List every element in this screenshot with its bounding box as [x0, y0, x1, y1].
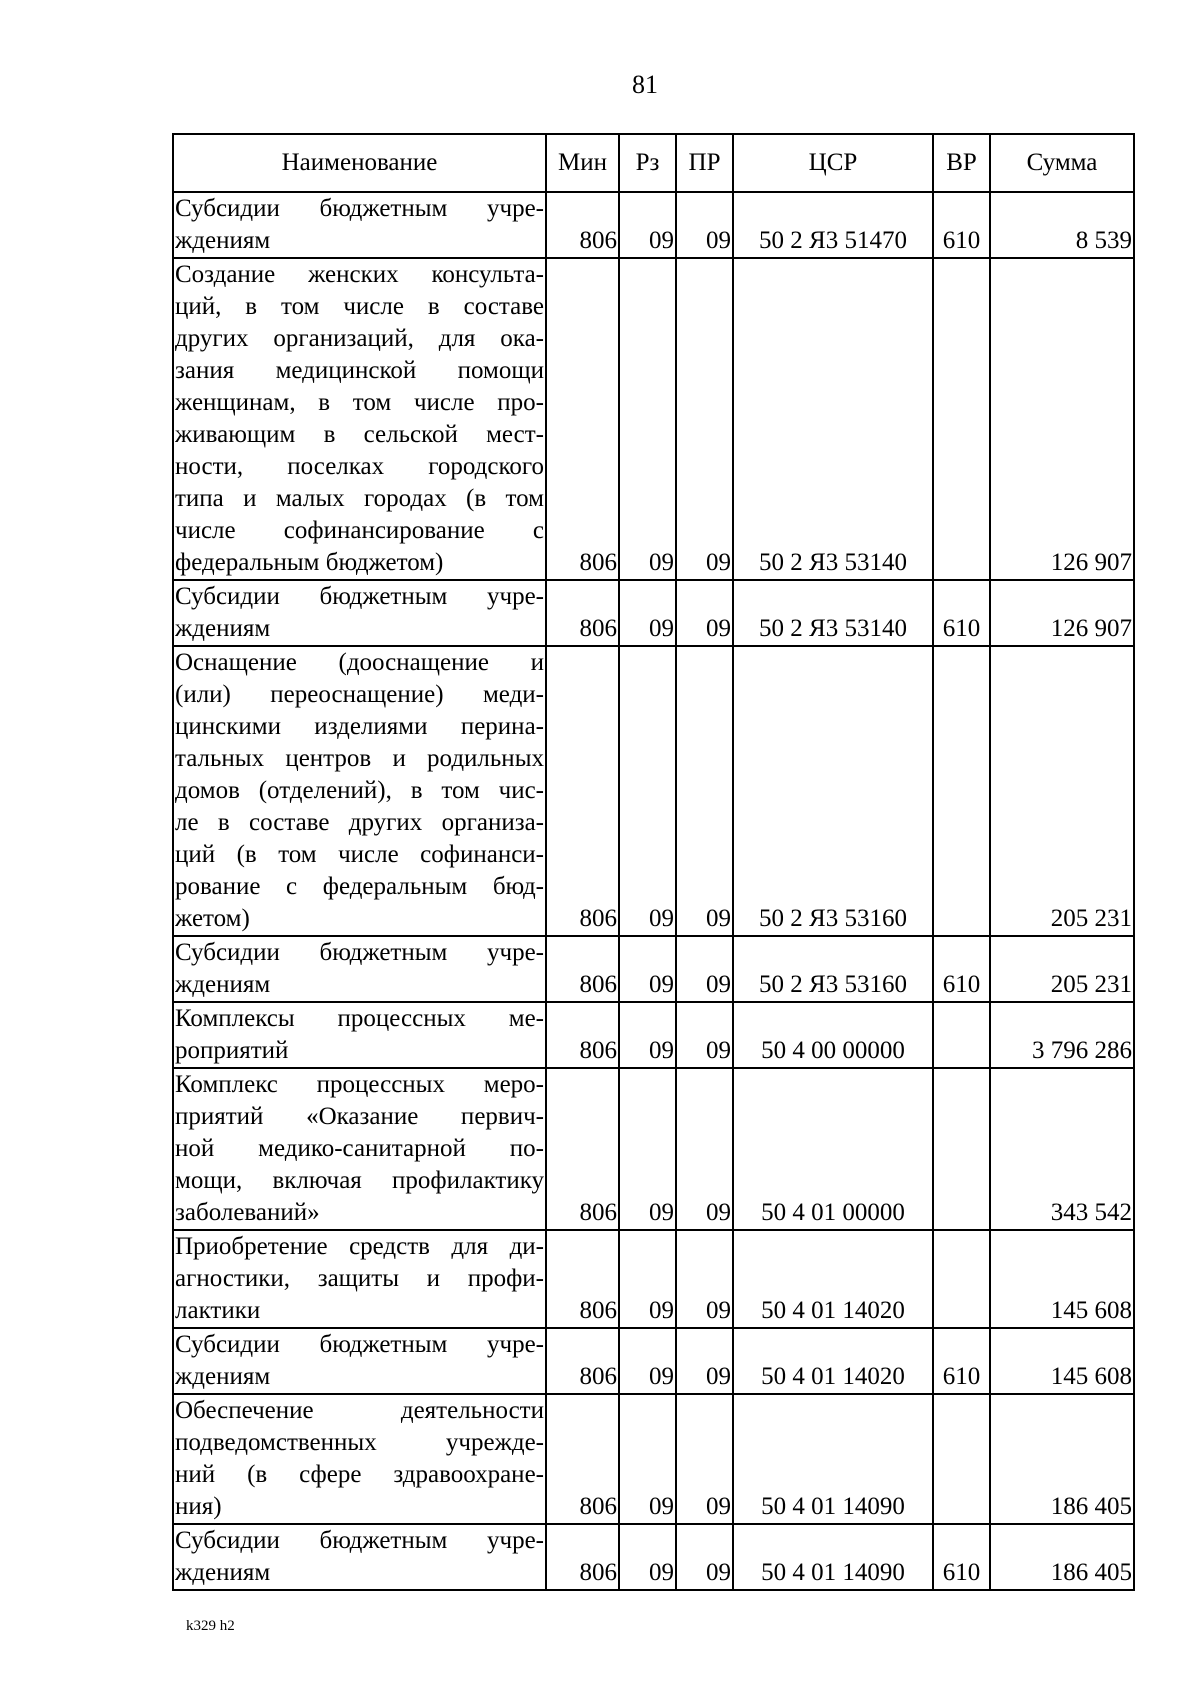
row-name-line: роприятий: [175, 1037, 289, 1064]
row-min: 806: [546, 1394, 619, 1524]
row-rz: 09: [619, 1394, 676, 1524]
row-name-line: Комплексы процессных ме-: [175, 1005, 544, 1032]
row-csr: 50 4 01 00000: [733, 1068, 933, 1230]
row-vr: 610: [933, 580, 990, 646]
row-name-line: лактики: [175, 1297, 261, 1324]
row-sum: 343 542: [990, 1068, 1134, 1230]
row-min: 806: [546, 258, 619, 580]
row-name-line: ций (в том числе софинанси-: [175, 841, 544, 868]
row-name-line: Приобретение средств для ди-: [175, 1233, 544, 1260]
row-pr: 09: [676, 258, 733, 580]
row-name-line: Субсидии бюджетным учре-: [175, 195, 544, 222]
row-csr: 50 4 01 14020: [733, 1328, 933, 1394]
row-sum: 186 405: [990, 1524, 1134, 1590]
row-name-line: ности, поселках городского: [175, 453, 544, 480]
row-name-line: ждениям: [175, 227, 271, 254]
row-pr: 09: [676, 1524, 733, 1590]
header-rz: Рз: [619, 134, 676, 192]
row-name-line: приятий «Оказание первич-: [175, 1103, 544, 1130]
row-min: 806: [546, 1328, 619, 1394]
row-vr: 610: [933, 1328, 990, 1394]
row-name-line: ждениям: [175, 1559, 271, 1586]
row-min: 806: [546, 1524, 619, 1590]
row-vr: 610: [933, 192, 990, 258]
table-row: [173, 192, 1134, 258]
row-name-line: рование с федеральным бюд-: [175, 873, 544, 900]
row-name: [173, 1524, 546, 1590]
row-name-line: агностики, защиты и профи-: [175, 1265, 544, 1292]
row-name: [173, 192, 546, 258]
row-pr: 09: [676, 646, 733, 936]
row-min: 806: [546, 1002, 619, 1068]
row-min: 806: [546, 646, 619, 936]
row-sum: 205 231: [990, 936, 1134, 1002]
row-name-line: ждениям: [175, 615, 271, 642]
row-name-line: Оснащение (дооснащение и: [175, 649, 544, 676]
row-csr: 50 2 Я3 53140: [733, 580, 933, 646]
row-rz: 09: [619, 936, 676, 1002]
row-min: 806: [546, 1068, 619, 1230]
row-min: 806: [546, 936, 619, 1002]
row-name-line: живающим в сельской мест-: [175, 421, 544, 448]
row-name-line: мощи, включая профилактику: [175, 1167, 544, 1194]
table-row: [173, 1230, 1134, 1328]
row-vr: [933, 258, 990, 580]
row-min: 806: [546, 1230, 619, 1328]
row-name-line: ле в составе других организа-: [175, 809, 544, 836]
row-sum: 3 796 286: [990, 1002, 1134, 1068]
row-name: [173, 1394, 546, 1524]
row-vr: [933, 646, 990, 936]
row-rz: 09: [619, 1068, 676, 1230]
row-name-line: ния): [175, 1493, 222, 1520]
table-body: [173, 192, 1134, 1590]
row-name-line: ний (в сфере здравоохране-: [175, 1461, 544, 1488]
row-name-line: Обеспечение деятельности: [175, 1397, 544, 1424]
row-name: [173, 580, 546, 646]
row-min: 806: [546, 192, 619, 258]
row-pr: 09: [676, 1068, 733, 1230]
row-pr: 09: [676, 580, 733, 646]
row-csr: 50 4 01 14090: [733, 1394, 933, 1524]
row-name-line: федеральным бюджетом): [175, 549, 444, 576]
row-name-line: Субсидии бюджетным учре-: [175, 1527, 544, 1554]
row-name: [173, 646, 546, 936]
table-row: [173, 1524, 1134, 1590]
row-rz: 09: [619, 580, 676, 646]
row-sum: 205 231: [990, 646, 1134, 936]
row-sum: 126 907: [990, 258, 1134, 580]
row-name: [173, 1230, 546, 1328]
row-name-line: ной медико-санитарной по-: [175, 1135, 544, 1162]
row-vr: [933, 1068, 990, 1230]
row-name-line: других организаций, для ока-: [175, 325, 544, 352]
table-row: [173, 936, 1134, 1002]
row-pr: 09: [676, 1002, 733, 1068]
row-csr: 50 2 Я3 53140: [733, 258, 933, 580]
row-name-line: тальных центров и родильных: [175, 745, 544, 772]
row-name: [173, 258, 546, 580]
page-number: 81: [632, 70, 658, 99]
table-row: [173, 1068, 1134, 1230]
row-rz: 09: [619, 192, 676, 258]
budget-table: [172, 133, 1135, 1591]
row-name-line: заболеваний»: [175, 1199, 320, 1226]
row-name-line: типа и малых городах (в том: [175, 485, 544, 512]
row-name: [173, 1068, 546, 1230]
header-pr: ПР: [676, 134, 733, 192]
row-pr: 09: [676, 192, 733, 258]
row-rz: 09: [619, 258, 676, 580]
row-vr: 610: [933, 936, 990, 1002]
header-min: Мин: [546, 134, 619, 192]
row-vr: [933, 1394, 990, 1524]
row-name-line: числе софинансирование с: [175, 517, 544, 544]
row-name-line: Субсидии бюджетным учре-: [175, 1331, 544, 1358]
row-rz: 09: [619, 1524, 676, 1590]
row-name-line: ждениям: [175, 1363, 271, 1390]
table-row: [173, 1002, 1134, 1068]
row-csr: 50 2 Я3 51470: [733, 192, 933, 258]
row-name-line: ций, в том числе в составе: [175, 293, 544, 320]
row-rz: 09: [619, 1002, 676, 1068]
row-vr: [933, 1230, 990, 1328]
row-csr: 50 4 01 14090: [733, 1524, 933, 1590]
row-name-line: Создание женских консульта-: [175, 261, 544, 288]
row-min: 806: [546, 580, 619, 646]
row-sum: 145 608: [990, 1328, 1134, 1394]
row-csr: 50 4 00 00000: [733, 1002, 933, 1068]
row-name-line: цинскими изделиями перина-: [175, 713, 544, 740]
header-sum: Сумма: [990, 134, 1134, 192]
row-pr: 09: [676, 1328, 733, 1394]
row-name-line: Комплекс процессных меро-: [175, 1071, 544, 1098]
row-name-line: подведомственных учрежде-: [175, 1429, 544, 1456]
row-name: [173, 1002, 546, 1068]
footer-code: k329 h2: [186, 1618, 235, 1634]
row-csr: 50 4 01 14020: [733, 1230, 933, 1328]
table-row: [173, 646, 1134, 936]
row-sum: 8 539: [990, 192, 1134, 258]
row-pr: 09: [676, 1230, 733, 1328]
row-csr: 50 2 Я3 53160: [733, 646, 933, 936]
row-name-line: ждениям: [175, 971, 271, 998]
row-sum: 145 608: [990, 1230, 1134, 1328]
row-name-line: Субсидии бюджетным учре-: [175, 583, 544, 610]
row-rz: 09: [619, 1328, 676, 1394]
row-name-line: домов (отделений), в том чис-: [175, 777, 544, 804]
row-vr: [933, 1002, 990, 1068]
row-sum: 126 907: [990, 580, 1134, 646]
row-name-line: жетом): [175, 905, 250, 932]
row-name: [173, 1328, 546, 1394]
table-row: [173, 1394, 1134, 1524]
row-vr: 610: [933, 1524, 990, 1590]
row-name-line: (или) переоснащение) меди-: [175, 681, 544, 708]
row-name: [173, 936, 546, 1002]
row-name-line: женщинам, в том числе про-: [175, 389, 544, 416]
header-vr: ВР: [933, 134, 990, 192]
row-name-line: Субсидии бюджетным учре-: [175, 939, 544, 966]
header-name: Наименование: [173, 134, 546, 192]
table-header-row: [173, 134, 1134, 192]
row-pr: 09: [676, 1394, 733, 1524]
header-csr: ЦСР: [733, 134, 933, 192]
table-row: [173, 1328, 1134, 1394]
row-sum: 186 405: [990, 1394, 1134, 1524]
row-rz: 09: [619, 1230, 676, 1328]
row-name-line: зания медицинской помощи: [175, 357, 544, 384]
row-csr: 50 2 Я3 53160: [733, 936, 933, 1002]
row-rz: 09: [619, 646, 676, 936]
table-row: [173, 580, 1134, 646]
table-row: [173, 258, 1134, 580]
row-pr: 09: [676, 936, 733, 1002]
